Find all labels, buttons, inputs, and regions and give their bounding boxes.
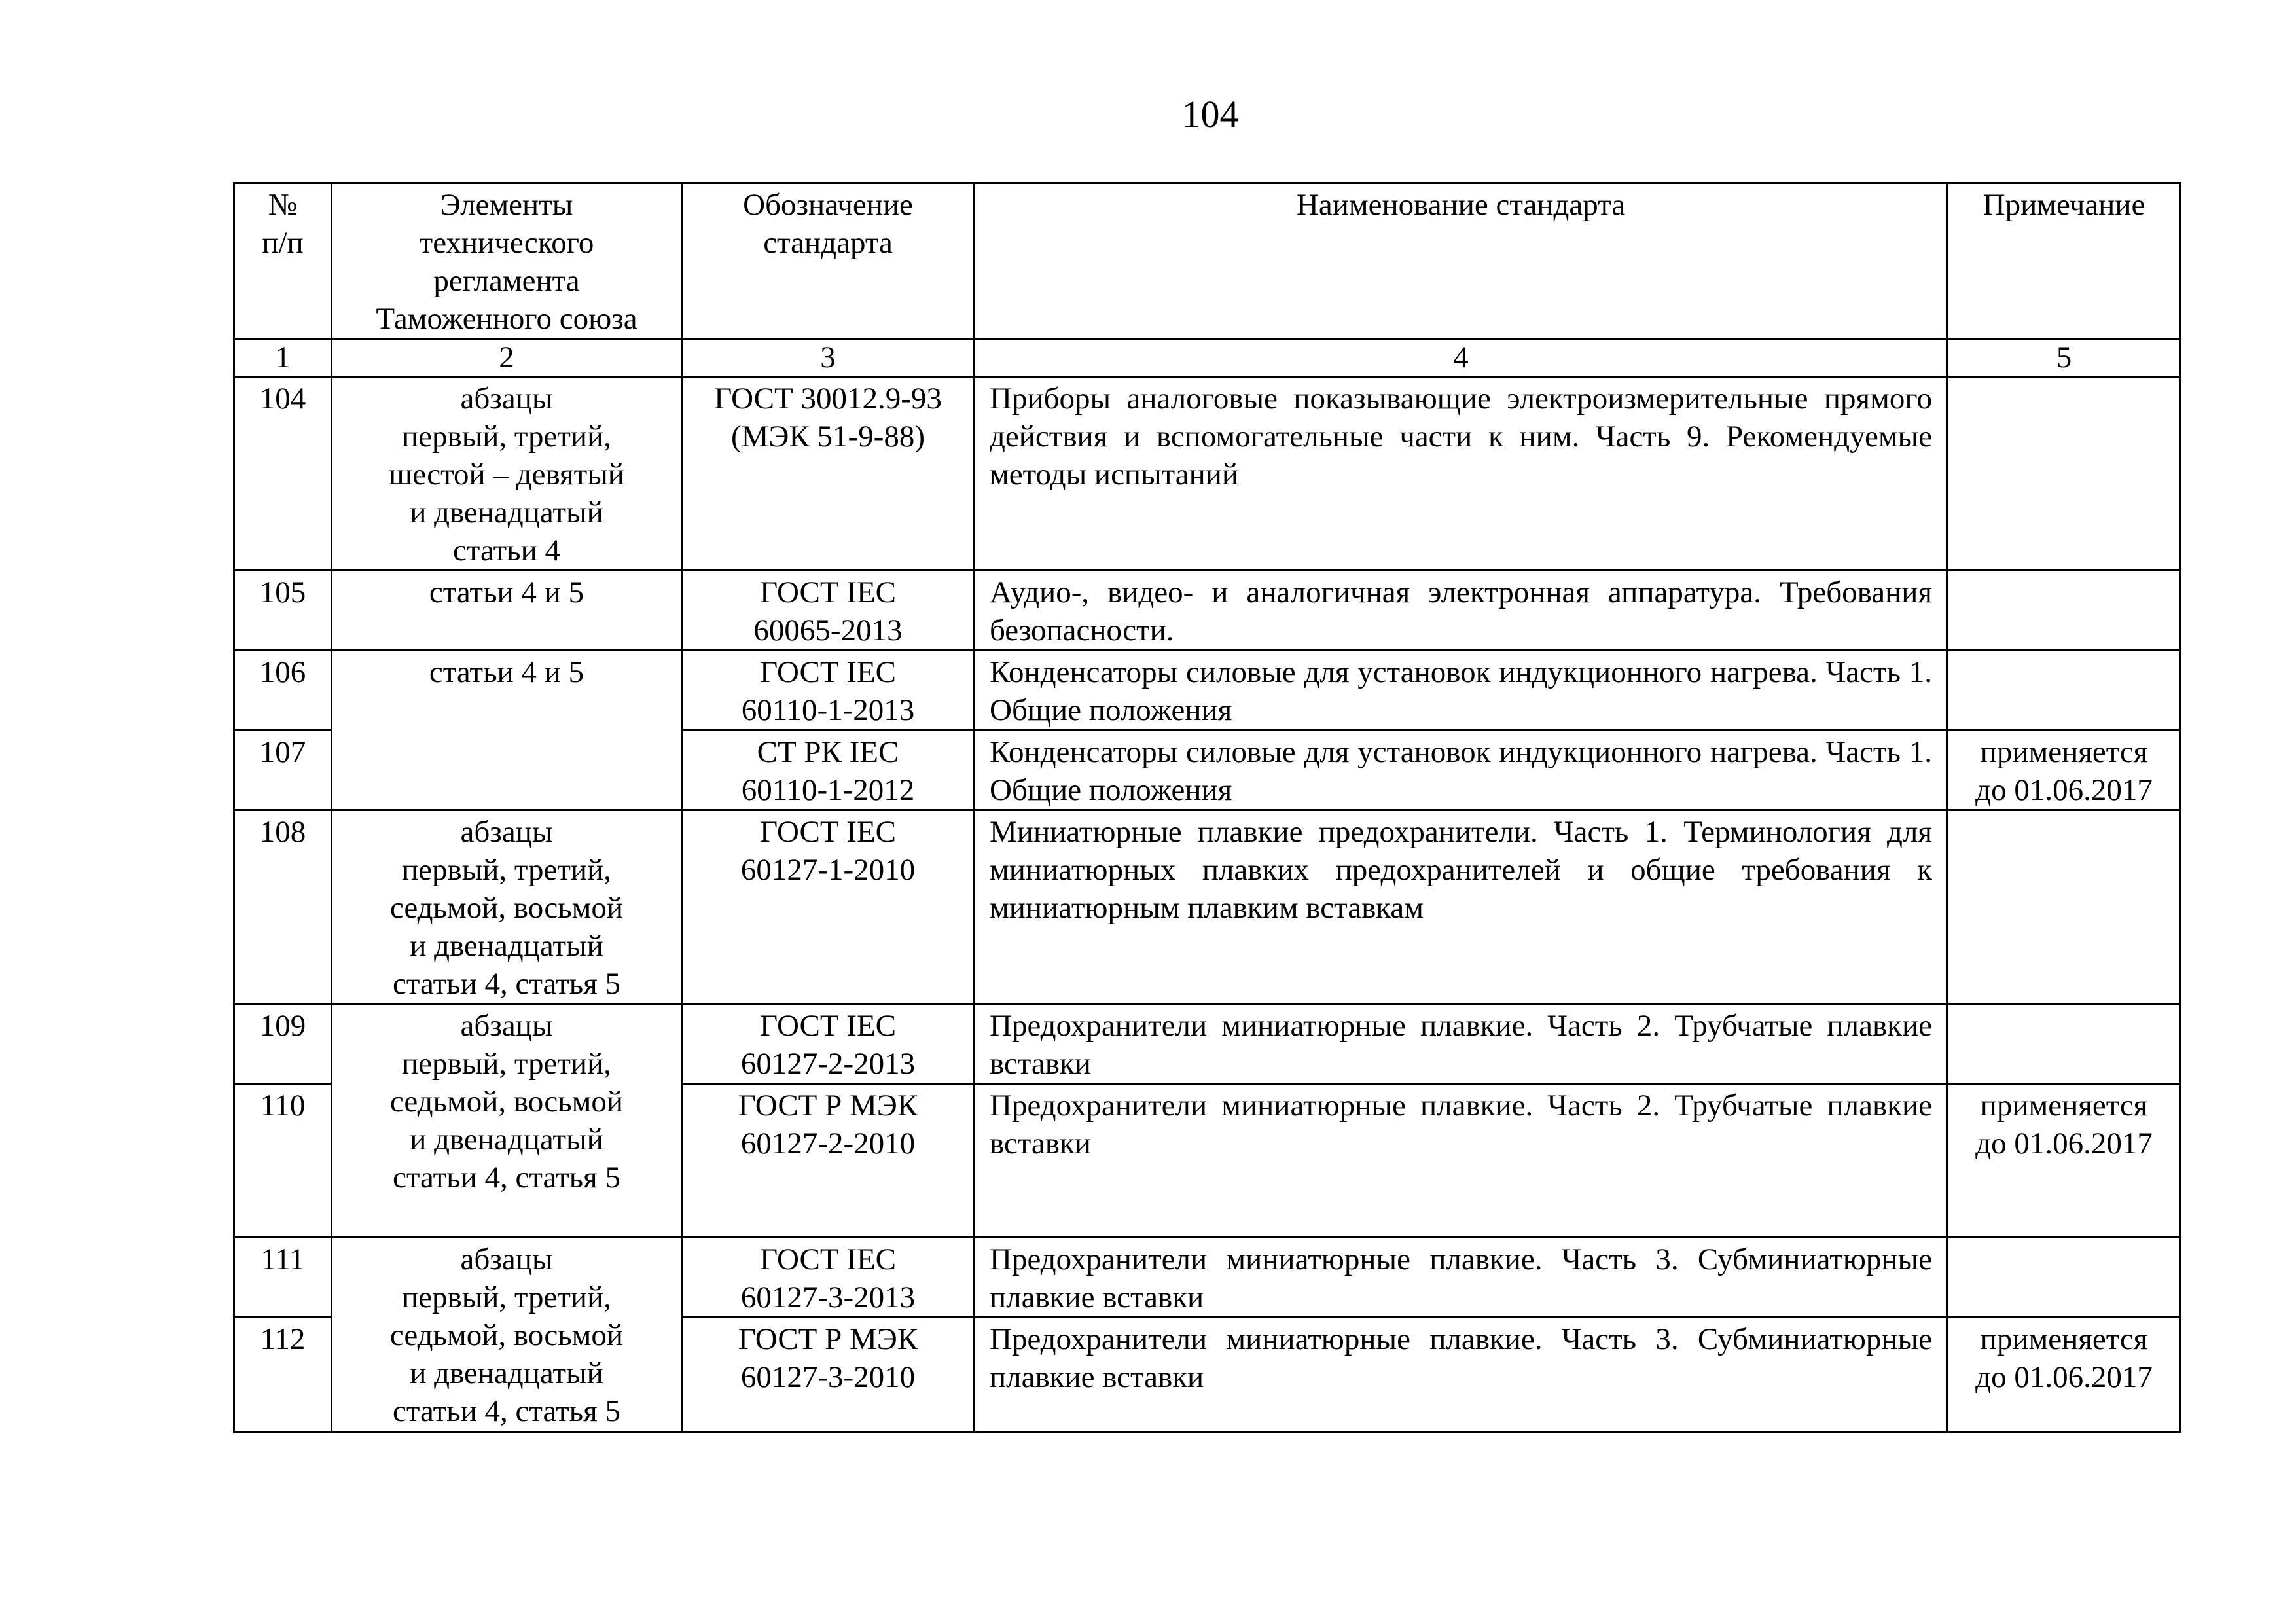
row-standard-name: Предохранители миниатюрные плавкие. Часть 3. Субминиатюрные плавкие вставки [975,1318,1948,1432]
row-elements: абзацы первый, третий, шестой – девятый и двенадцатый статьи 4 [332,377,682,571]
standards-table [233,182,2181,1433]
row-designation: ГОСТ IEC 60127-2-2013 [682,1004,975,1084]
column-number: 2 [332,339,682,377]
row-number: 111 [234,1238,332,1318]
row-number: 104 [234,377,332,571]
page-number: 104 [1181,93,1239,135]
row-designation: ГОСТ IEC 60127-1-2010 [682,810,975,1004]
column-number: 1 [234,339,332,377]
row-designation: ГОСТ 30012.9-93 (МЭК 51-9-88) [682,377,975,571]
row-number: 109 [234,1004,332,1084]
header-standard-name: Наименование стандарта [975,183,1948,339]
row-designation: ГОСТ Р МЭК 60127-2-2010 [682,1084,975,1238]
row-elements: статьи 4 и 5 [332,571,682,651]
column-number: 4 [975,339,1948,377]
row-designation: ГОСТ IEC 60110-1-2013 [682,651,975,731]
row-elements: абзацы первый, третий, седьмой, восьмой и двенадцатый статьи 4, статья 5 [332,1238,682,1432]
column-number: 3 [682,339,975,377]
header-number: № п/п [234,183,332,339]
row-number: 105 [234,571,332,651]
row-note [1948,1004,2181,1084]
row-number: 110 [234,1084,332,1238]
column-number: 5 [1948,339,2181,377]
row-standard-name: Предохранители миниатюрные плавкие. Часть 3. Субминиатюрные плавкие вставки [975,1238,1948,1318]
row-number: 107 [234,731,332,810]
header-elements: Элементы технического регламента Таможенного союза [332,183,682,339]
row-note: применяется до 01.06.2017 [1948,731,2181,810]
column-numbers-row [234,339,2181,377]
table-row [234,1238,2181,1318]
row-note [1948,571,2181,651]
table-row [234,571,2181,651]
row-designation: СТ РК IEC 60110-1-2012 [682,731,975,810]
table-row [234,810,2181,1004]
row-number: 106 [234,651,332,731]
row-number: 108 [234,810,332,1004]
row-standard-name: Предохранители миниатюрные плавкие. Часть 2. Трубчатые плавкие вставки [975,1084,1948,1238]
row-designation: ГОСТ IEC 60127-3-2013 [682,1238,975,1318]
row-standard-name: Конденсаторы силовые для установок индукционного нагрева. Часть 1. Общие положения [975,651,1948,731]
row-standard-name: Аудио-, видео- и аналогичная электронная аппаратура. Требования безопасности. [975,571,1948,651]
row-note [1948,810,2181,1004]
row-elements: абзацы первый, третий, седьмой, восьмой и двенадцатый статьи 4, статья 5 [332,810,682,1004]
row-standard-name: Приборы аналоговые показывающие электроизмерительные прямого действия и вспомогательные части к ним. Часть 9. Рекомендуемые методы испытаний [975,377,1948,571]
table-header-row [234,183,2181,339]
table-row [234,651,2181,731]
row-designation: ГОСТ Р МЭК 60127-3-2010 [682,1318,975,1432]
row-standard-name: Конденсаторы силовые для установок индукционного нагрева. Часть 1. Общие положения [975,731,1948,810]
row-note [1948,377,2181,571]
row-elements: абзацы первый, третий, седьмой, восьмой и двенадцатый статьи 4, статья 5 [332,1004,682,1238]
row-standard-name: Предохранители миниатюрные плавкие. Часть 2. Трубчатые плавкие вставки [975,1004,1948,1084]
row-elements: статьи 4 и 5 [332,651,682,810]
row-number: 112 [234,1318,332,1432]
header-designation: Обозначение стандарта [682,183,975,339]
row-note: применяется до 01.06.2017 [1948,1084,2181,1238]
table-row [234,377,2181,571]
header-note: Примечание [1948,183,2181,339]
row-note [1948,651,2181,731]
row-note: применяется до 01.06.2017 [1948,1318,2181,1432]
row-note [1948,1238,2181,1318]
row-standard-name: Миниатюрные плавкие предохранители. Часть 1. Терминология для миниатюрных плавких предохранителей и общие требования к миниатюрным плавким вставкам [975,810,1948,1004]
row-designation: ГОСТ IEC 60065-2013 [682,571,975,651]
table-row [234,1004,2181,1084]
